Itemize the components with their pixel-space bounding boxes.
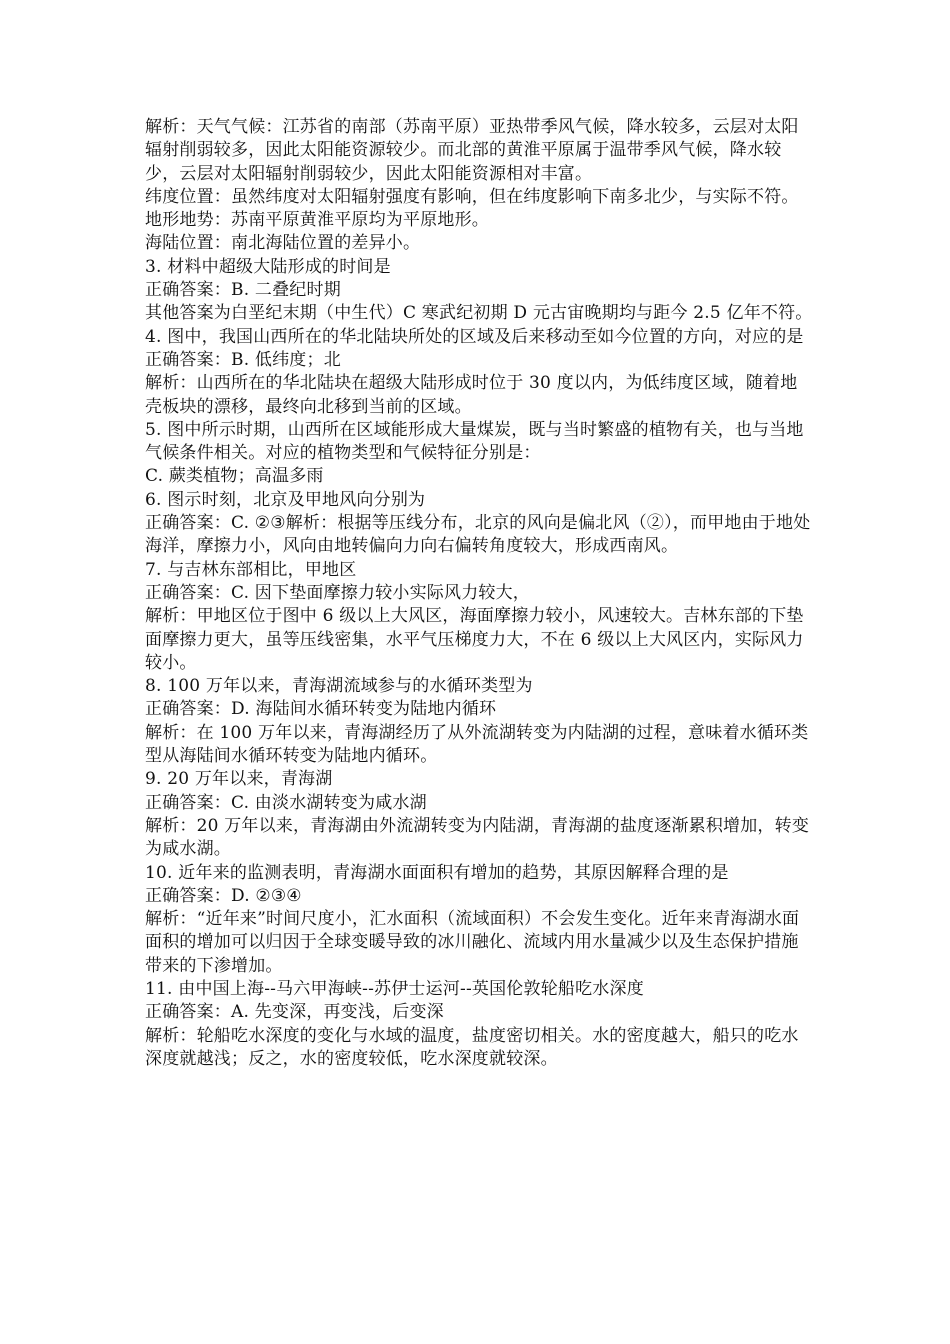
explanation-9: 解析：20 万年以来，青海湖由外流湖转变为内陆湖，青海湖的盐度逐渐累积增加，转变为咸水湖。 [145, 815, 810, 860]
answer-5: C. 蕨类植物；高温多雨 [145, 466, 324, 487]
answer-11: 正确答案：A. 先变深，再变浅，后变深 [145, 1002, 444, 1023]
paragraph-solar-weather: 解析：天气气候：江苏省的南部（苏南平原）亚热带季风气候，降水较多，云层对太阳辐射削弱较多，因此太阳能资源较少。而北部的黄淮平原属于温带季风气候，降水较少，云层对太阳辐射削弱较少，因此太阳能资源相对丰富。 [145, 117, 799, 184]
question-11: 11. 由中国上海--马六甲海峡--苏伊士运河--英国伦敦轮船吃水深度 [145, 978, 644, 999]
explanation-7: 解析：甲地区位于图中 6 级以上大风区，海面摩擦力较小，风速较大。吉林东部的下垫面摩擦力更大，虽等压线密集，水平气压梯度力大，不在 6 级以上大风区内，实际风力较小。 [145, 606, 804, 673]
explanation-4: 解析：山西所在的华北陆块在超级大陆形成时位于 30 度以内，为低纬度区域，随着地壳板块的漂移，最终向北移到当前的区域。 [145, 373, 798, 417]
document-page [145, 116, 813, 1071]
answer-10: 正确答案：D. ②③④ [145, 885, 302, 906]
paragraph-land-sea: 海陆位置：南北海陆位置的差异小。 [145, 233, 421, 254]
paragraph-terrain: 地形地势：苏南平原黄淮平原均为平原地形。 [145, 210, 489, 231]
explanation-11: 解析：轮船吃水深度的变化与水域的温度，盐度密切相关。水的密度越大，船只的吃水深度就越浅；反之，水的密度较低，吃水深度就较深。 [145, 1025, 799, 1069]
answer-3: 正确答案：B. 二叠纪时期 [145, 280, 341, 301]
answer-4: 正确答案：B. 低纬度；北 [145, 349, 341, 370]
question-6: 6. 图示时刻，北京及甲地风向分别为 [145, 489, 426, 510]
answer-7: 正确答案：C. 因下垫面摩擦力较小实际风力较大， [145, 582, 531, 603]
answer-6: 正确答案：C. ②③解析：根据等压线分布，北京的风向是偏北风（②），而甲地由于地处海洋，摩擦力小，风向由地转偏向力向右偏转角度较大，形成西南风。 [145, 513, 811, 557]
explanation-3: 其他答案为白垩纪末期（中生代）C 寒武纪初期 D 元古宙晚期均与距今 2.5 亿年不符。 [145, 303, 813, 324]
explanation-10: 解析：“近年来”时间尺度小，汇水面积（流域面积）不会发生变化。近年来青海湖水面面积的增加可以归因于全球变暖导致的冰川融化、流域内用水量减少以及生态保护措施带来的下渗增加。 [145, 909, 800, 976]
paragraph-latitude: 纬度位置：虽然纬度对太阳辐射强度有影响，但在纬度影响下南多北少，与实际不符。 [145, 186, 799, 207]
question-5: 5. 图中所示时期，山西所在区域能形成大量煤炭，既与当时繁盛的植物有关，也与当地气候条件相关。对应的植物类型和气候特征分别是： [145, 419, 804, 464]
question-7: 7. 与吉林东部相比，甲地区 [145, 559, 357, 580]
explanation-8: 解析：在 100 万年以来，青海湖经历了从外流湖转变为内陆湖的过程，意味着水循环类型从海陆间水循环转变为陆地内循环。 [145, 722, 809, 767]
answer-8: 正确答案：D. 海陆间水循环转变为陆地内循环 [145, 699, 497, 720]
answer-9: 正确答案：C. 由淡水湖转变为咸水湖 [145, 792, 427, 813]
question-9: 9. 20 万年以来，青海湖 [145, 769, 333, 790]
question-8: 8. 100 万年以来，青海湖流域参与的水循环类型为 [145, 676, 533, 697]
question-4: 4. 图中，我国山西所在的华北陆块所处的区域及后来移动至如今位置的方向，对应的是 [145, 326, 804, 347]
question-3: 3. 材料中超级大陆形成的时间是 [145, 256, 391, 277]
question-10: 10. 近年来的监测表明，青海湖水面面积有增加的趋势，其原因解释合理的是 [145, 862, 729, 883]
